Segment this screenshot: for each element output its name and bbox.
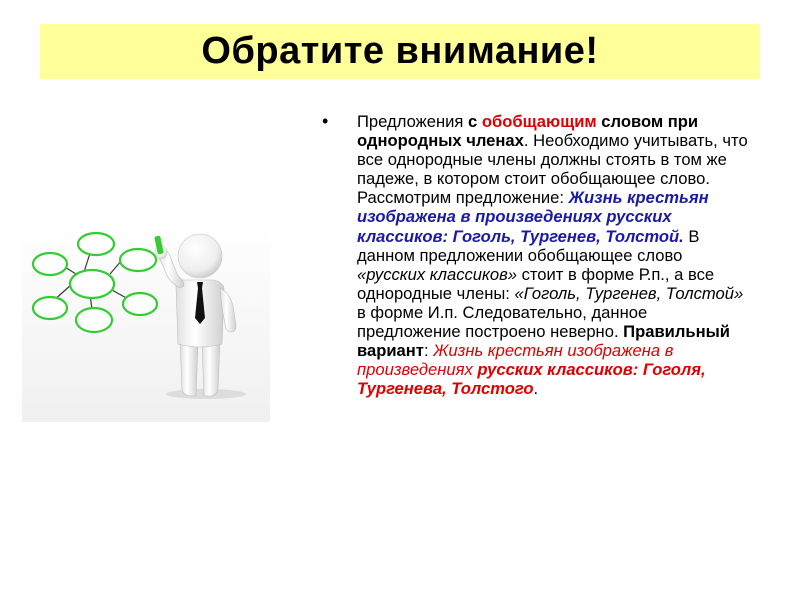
text-run-bold: с [467,112,482,131]
example-sentence-wrong: Жизнь крестьян изображена в произведениях русских классиков: Гоголь, Тургенев, Толстой. [357,188,709,246]
text-run: : [423,341,434,361]
title-bar [40,24,760,79]
text-run-italic: «русских классиков» [357,264,517,284]
text-run-bold: словом при однородных членах [357,112,699,151]
text-run-highlight: обобщающим [481,112,597,131]
example-sentence-correct-bold: русских классиков: Гоголя, Тургенева, Толстого [357,360,706,399]
text-run: Предложения [357,112,468,131]
text-run-italic: «Гоголь, Тургенев, Толстой» [514,283,744,303]
person-with-mind-map-icon [22,222,270,422]
text-run: В данном предложении обобщающее слово [357,226,700,265]
example-sentence-correct: Жизнь крестьян изображена в произведениях [357,341,674,380]
text-run: . Необходимо учитывать, что все однородные члены должны стоять в том же падеже, в котором стоит обобщающее слово. Рассмотрим предложение: [357,131,748,208]
text-run: стоит в форме Р.п., а все однородные члены: [357,264,715,303]
text-run: в форме И.п. Следовательно, данное предложение построено неверно. [357,302,648,342]
bullet-marker: • [322,111,329,131]
slide-title: Обратите внимание! [201,30,599,72]
content-block [322,112,750,398]
text-run: . [533,379,539,399]
correct-variant-label: Правильный вариант [357,322,731,361]
main-paragraph [357,112,750,398]
